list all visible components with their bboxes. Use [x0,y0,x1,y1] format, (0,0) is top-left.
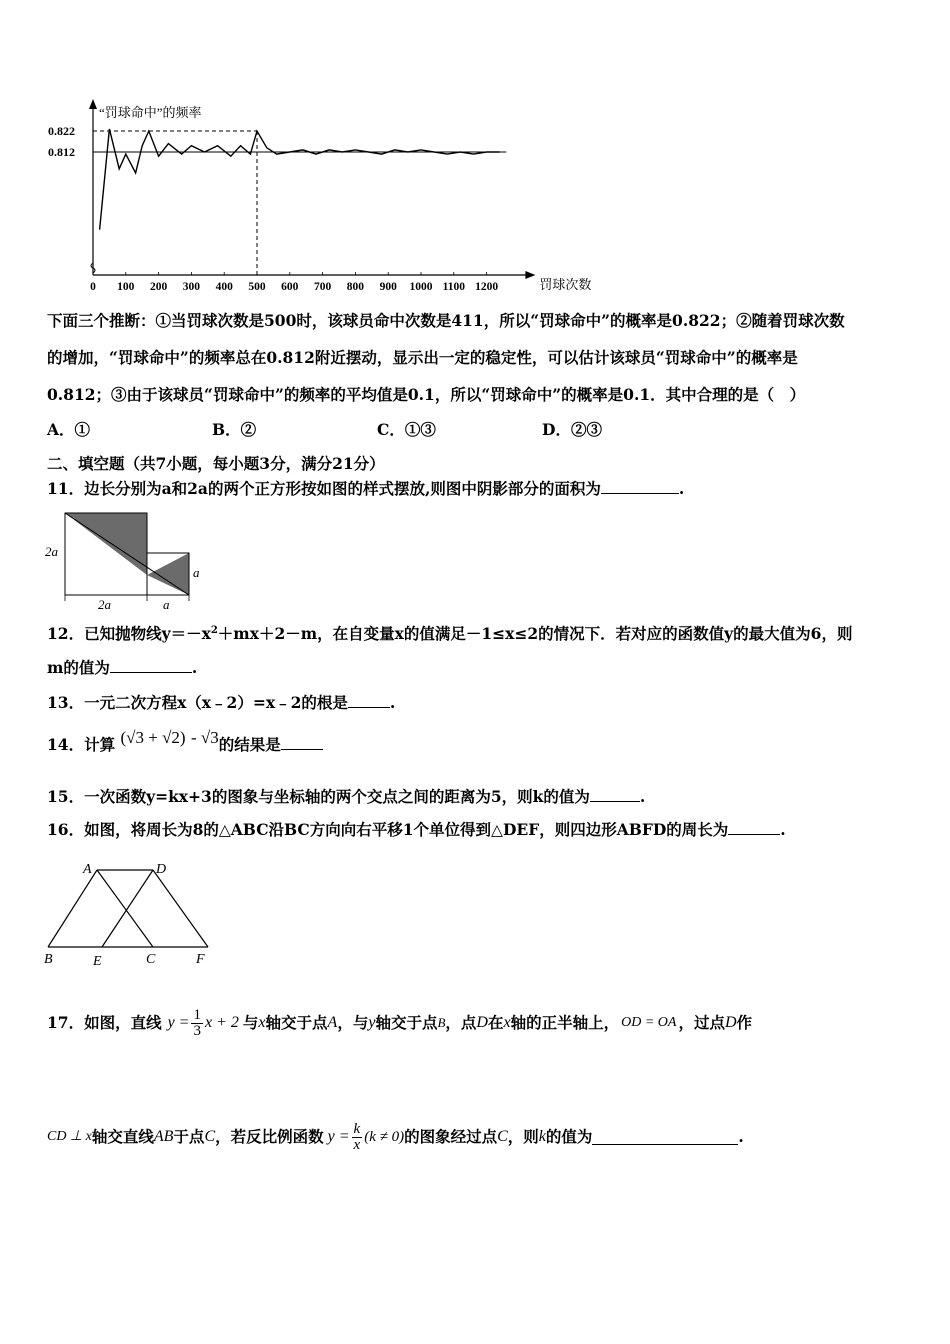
q12-line-2: m的值为 . [47,658,198,677]
frequency-series-line [100,129,500,230]
label-a-right: a [193,565,200,580]
q14-text: 14．计算 (√3 + √2) - √3的结果是 [47,735,323,755]
x-tick-label: 100 [117,281,135,293]
q11-text: 11．边长分别为a和2a的两个正方形按如图的样式摆放,则图中阴影部分的面积为 . [47,479,685,498]
q10-line-3: 0.812；③由于该球员“罚球命中”的频率的平均值是0.1，所以“罚球命中”的概率是0.1．其中合理的是（ ） [47,385,806,404]
q17-line-2: CD ⊥ x 轴交直线 AB 于点 C ，若反比例函数 y = $\frac{k}{x}$ (k ≠ 0) 的图象经过点 C ，则 k 的值为 . [47,1120,744,1153]
x-tick-label: 1200 [475,281,499,293]
section-2-title: 二、填空题（共7小题，每小题3分，满分21分） [47,454,385,473]
q15-text: 15．一次函数y=kx+3的图象与坐标轴的两个交点之间的距离为5，则k的值为 . [47,787,646,806]
y-tick-label: 0.812 [48,145,75,159]
x-tick-label: 300 [182,281,201,293]
option-c[interactable]: C．①③ [377,420,436,439]
x-axis-arrow [525,271,535,279]
q17-line-1: 17．如图，直线 y = $\frac{1}{3}$ x + 2 与 x 轴交于点 A ，与 y 轴交于点 B ，点 D 在 x 轴的正半轴上， OD = OA ，过点 D 作 [47,1006,753,1039]
x-tick-label: 1000 [409,281,433,293]
frequency-line-chart [40,95,600,300]
label-C: C [146,952,156,967]
x-tick-label: 0 [90,281,96,293]
x-tick-label: 200 [149,281,168,293]
y-axis-label: “罚球命中”的频率 [99,105,202,120]
q12-line-1: 12．已知抛物线$y=-x^2+mx+2-m$，在自变量x的值满足－1≤x≤2的情况下．若对应的函数值y的最大值为6，则 [47,624,853,644]
label-B: B [44,952,53,967]
q11-figure [40,505,220,613]
q10-line-2: 的增加，“罚球命中”的频率总在0.812附近摆动，显示出一定的稳定性，可以估计该球员“罚球命中”的概率是 [47,348,798,367]
x-tick-label: 900 [379,281,397,293]
label-a-bottom: a [163,597,170,612]
shaded-region-large [65,513,147,575]
label-2a-left: 2a [45,544,58,559]
q14-expression-b: - √3 [190,728,219,747]
shaded-region-small [147,553,189,595]
label-E: E [93,954,102,969]
y-tick-label: 0.822 [48,124,75,138]
q14-expression-a: (√3 + √2) [120,728,186,747]
option-d[interactable]: D．②③ [542,420,602,439]
label-F: F [196,952,205,967]
y-axis-arrow [89,99,97,109]
x-tick-label: 400 [215,281,233,293]
x-tick-label: 500 [248,281,266,293]
label-D: D [156,862,167,877]
x-tick-label: 700 [313,281,332,293]
x-axis-label: 罚球次数 [539,277,592,292]
label-A: A [83,862,92,877]
q10-line-1: 下面三个推断：①当罚球次数是500时，该球员命中次数是411，所以“罚球命中”的概率是0.822；②随着罚球次数 [47,311,845,330]
q16-text: 16．如图，将周长为8的△ABC沿BC方向向右平移1个单位得到△DEF，则四边形ABFD的周长为 . [47,820,786,839]
x-tick-label: 800 [346,281,365,293]
x-tick-label: 1100 [442,281,465,293]
q13-text: 13．一元二次方程x（x﹣2）=x﹣2的根是 . [47,693,396,712]
option-b[interactable]: B．② [212,420,257,439]
option-a[interactable]: A．① [47,420,91,439]
q16-figure [40,855,220,970]
label-2a-bottom: 2a [98,597,111,612]
x-tick-label: 600 [281,281,299,293]
